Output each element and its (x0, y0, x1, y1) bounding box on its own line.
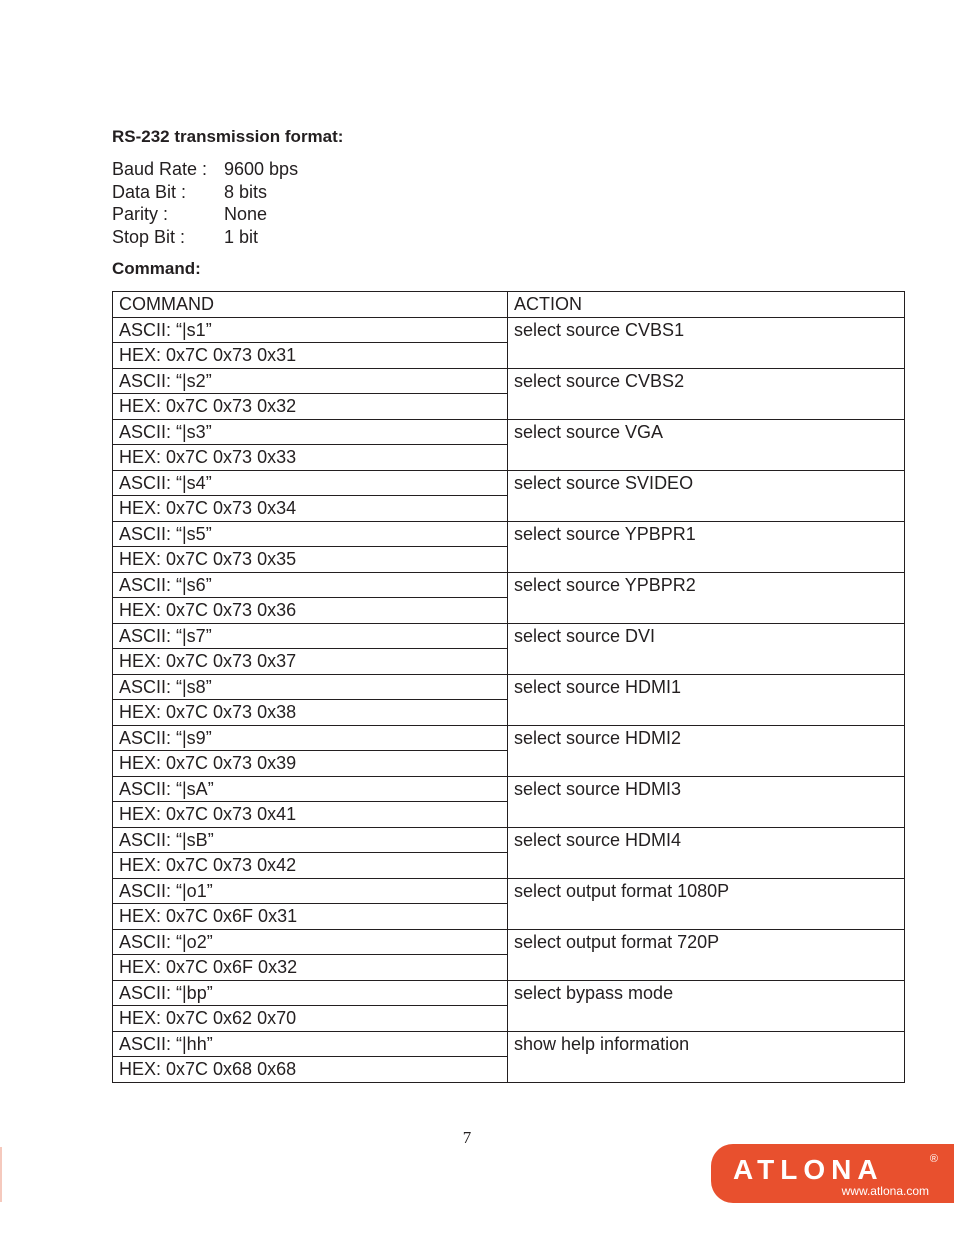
ascii-command-cell: ASCII: “|s8” (113, 674, 508, 700)
param-label: Stop Bit : (112, 226, 186, 247)
edge-marker (0, 1147, 2, 1202)
action-cell: select source HDMI1 (508, 674, 905, 725)
param-stop-bit (112, 226, 298, 249)
table-row (113, 776, 905, 802)
table-row (113, 674, 905, 700)
rs232-title: RS-232 transmission format: (112, 127, 344, 146)
header-action: ACTION (508, 292, 905, 318)
table-row (113, 827, 905, 853)
action-cell: select bypass mode (508, 980, 905, 1031)
table-row (113, 470, 905, 496)
registered-mark: ® (929, 1153, 938, 1165)
table-row (113, 878, 905, 904)
hex-command-cell: HEX: 0x7C 0x6F 0x32 (113, 955, 508, 981)
table-row (113, 980, 905, 1006)
hex-command-cell: HEX: 0x7C 0x73 0x38 (113, 700, 508, 726)
ascii-command-cell: ASCII: “|bp” (113, 980, 508, 1006)
atlona-logo (711, 1144, 954, 1203)
action-cell: show help information (508, 1031, 905, 1082)
action-cell: select source HDMI4 (508, 827, 905, 878)
hex-command-cell: HEX: 0x7C 0x6F 0x31 (113, 904, 508, 930)
command-table (112, 291, 905, 1083)
param-value: 8 bits (224, 181, 268, 202)
ascii-command-cell: ASCII: “|o1” (113, 878, 508, 904)
ascii-command-cell: ASCII: “|hh” (113, 1031, 508, 1057)
ascii-command-cell: ASCII: “|s4” (113, 470, 508, 496)
table-header-row (113, 292, 905, 318)
command-title: Command: (112, 259, 201, 278)
action-cell: select source CVBS2 (508, 368, 905, 419)
action-cell: select source HDMI3 (508, 776, 905, 827)
action-cell: select source YPBPR2 (508, 572, 905, 623)
param-parity (112, 203, 298, 226)
table-row (113, 623, 905, 649)
hex-command-cell: HEX: 0x7C 0x62 0x70 (113, 1006, 508, 1032)
table-row (113, 419, 905, 445)
param-label: Parity : (112, 204, 169, 224)
hex-command-cell: HEX: 0x7C 0x73 0x31 (113, 343, 508, 369)
param-label: Baud Rate : (112, 159, 208, 179)
ascii-command-cell: ASCII: “|sA” (113, 776, 508, 802)
table-row (113, 725, 905, 751)
hex-command-cell: HEX: 0x7C 0x73 0x42 (113, 853, 508, 879)
hex-command-cell: HEX: 0x7C 0x73 0x35 (113, 547, 508, 573)
param-baud-rate (112, 158, 298, 181)
action-cell: select output format 720P (508, 929, 905, 980)
param-value: None (224, 204, 268, 224)
ascii-command-cell: ASCII: “|s7” (113, 623, 508, 649)
param-value: 1 bit (224, 226, 259, 247)
ascii-command-cell: ASCII: “|s2” (113, 368, 508, 394)
action-cell: select source YPBPR1 (508, 521, 905, 572)
action-cell: select source VGA (508, 419, 905, 470)
table-row (113, 572, 905, 598)
param-label: Data Bit : (112, 181, 187, 202)
hex-command-cell: HEX: 0x7C 0x73 0x36 (113, 598, 508, 624)
table-row (113, 368, 905, 394)
page-number: 7 (462, 1128, 472, 1147)
action-cell: select source HDMI2 (508, 725, 905, 776)
hex-command-cell: HEX: 0x7C 0x68 0x68 (113, 1057, 508, 1083)
action-cell: select output format 1080P (508, 878, 905, 929)
action-cell: select source CVBS1 (508, 317, 905, 368)
hex-command-cell: HEX: 0x7C 0x73 0x33 (113, 445, 508, 471)
logo-wordmark: ATLONA (733, 1154, 884, 1185)
action-cell: select source DVI (508, 623, 905, 674)
hex-command-cell: HEX: 0x7C 0x73 0x32 (113, 394, 508, 420)
param-value: 9600 bps (224, 159, 299, 179)
header-command: COMMAND (113, 292, 508, 318)
ascii-command-cell: ASCII: “|o2” (113, 929, 508, 955)
hex-command-cell: HEX: 0x7C 0x73 0x34 (113, 496, 508, 522)
table-row (113, 521, 905, 547)
param-data-bit (112, 181, 298, 204)
ascii-command-cell: ASCII: “|s9” (113, 725, 508, 751)
ascii-command-cell: ASCII: “|s1” (113, 317, 508, 343)
hex-command-cell: HEX: 0x7C 0x73 0x41 (113, 802, 508, 828)
hex-command-cell: HEX: 0x7C 0x73 0x39 (113, 751, 508, 777)
ascii-command-cell: ASCII: “|sB” (113, 827, 508, 853)
table-row (113, 1031, 905, 1057)
logo-url: www.atlona.com (841, 1184, 929, 1198)
ascii-command-cell: ASCII: “|s6” (113, 572, 508, 598)
ascii-command-cell: ASCII: “|s5” (113, 521, 508, 547)
table-row (113, 929, 905, 955)
action-cell: select source SVIDEO (508, 470, 905, 521)
ascii-command-cell: ASCII: “|s3” (113, 419, 508, 445)
rs232-params (112, 158, 298, 248)
hex-command-cell: HEX: 0x7C 0x73 0x37 (113, 649, 508, 675)
table-row (113, 317, 905, 343)
